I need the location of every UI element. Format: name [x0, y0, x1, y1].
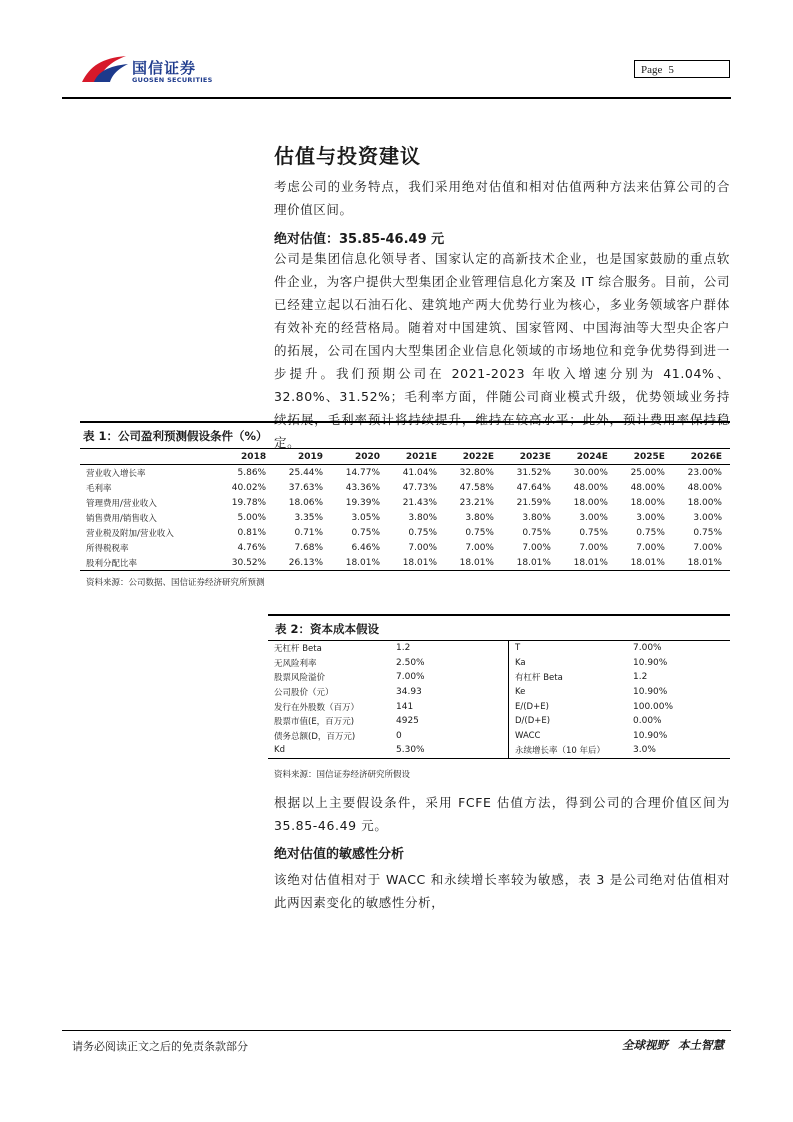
table-cell: 18.01% — [673, 555, 730, 571]
table-cell: 18.01% — [559, 555, 616, 571]
slogan-part: 本土智慧 — [678, 1038, 724, 1052]
param-label: Kd — [268, 743, 390, 758]
table2-source: 资料来源：国信证券经济研究所假设 — [274, 770, 411, 780]
table-cell: 0.71% — [294, 527, 324, 538]
table-row — [268, 656, 730, 671]
table-cell: 21.43% — [402, 497, 438, 508]
param-label: 永续增长率（10 年后） — [509, 743, 628, 758]
table-cell: 3.80% — [465, 512, 494, 523]
param-label: D/(D+E) — [509, 714, 628, 729]
table-cell: 40.02% — [231, 482, 267, 493]
table-row — [268, 670, 730, 685]
table-cell: 19.39% — [345, 497, 381, 508]
table-cell: 0.81% — [237, 527, 267, 538]
header-divider — [62, 97, 731, 99]
footer-disclaimer: 请务必阅读正文之后的免责条款部分 — [72, 1040, 248, 1053]
guosen-logo — [80, 54, 213, 88]
table-cell: 7.00% — [636, 542, 665, 553]
page-label: Page — [641, 64, 663, 76]
slogan-part: 全球视野 — [622, 1038, 668, 1052]
table-header-row — [80, 450, 730, 465]
column-header: 2019 — [274, 450, 331, 465]
table-row — [80, 555, 730, 571]
table-row — [80, 525, 730, 540]
table-cell: 48.00% — [573, 482, 608, 493]
table-row — [268, 729, 730, 744]
table-cell: 7.00% — [408, 542, 438, 553]
table2-top-rule — [268, 614, 730, 616]
column-header: 2021E — [388, 450, 445, 465]
table-cell: 6.46% — [351, 542, 381, 553]
table-cell: 0.75% — [579, 527, 608, 538]
table-cell: 30.00% — [573, 467, 608, 478]
table2-title: 表 2：资本成本假设 — [275, 622, 380, 636]
table-cell: 5.86% — [237, 467, 267, 478]
row-label: 营业税及附加/营业收入 — [86, 528, 174, 539]
param-value: 0 — [396, 730, 402, 741]
param-value: 0.00% — [633, 716, 662, 727]
table-cell: 3.35% — [294, 512, 324, 523]
table1-top-rule — [80, 421, 730, 423]
table-cell: 23.00% — [687, 467, 722, 478]
param-value: 100.00% — [633, 701, 674, 712]
column-header: 2023E — [502, 450, 559, 465]
footer-divider — [62, 1030, 731, 1031]
param-label: 债务总额(D，百万元) — [274, 731, 356, 742]
table-cell: 43.36% — [345, 482, 381, 493]
table-cell: 19.78% — [231, 497, 267, 508]
table-cell: 30.52% — [217, 555, 274, 571]
param-value: 10.90% — [633, 657, 668, 668]
param-label: E/(D+E) — [509, 699, 628, 714]
table-cell: 31.52% — [516, 467, 551, 478]
param-value: 10.90% — [633, 687, 668, 698]
param-value: 4925 — [396, 716, 419, 727]
table-row — [80, 495, 730, 510]
table-cell: 7.68% — [294, 542, 324, 553]
table-cell: 7.00% — [693, 542, 722, 553]
column-header: 2026E — [673, 450, 730, 465]
column-header: 2018 — [217, 450, 274, 465]
table-cell: 37.63% — [288, 482, 324, 493]
absolute-valuation-heading: 绝对估值：35.85-46.49 元 — [274, 232, 445, 247]
table-row — [80, 480, 730, 495]
table-row — [80, 510, 730, 525]
table-row — [80, 465, 730, 481]
table-cell: 0.75% — [465, 527, 494, 538]
param-value: 10.90% — [633, 730, 668, 741]
row-label: 营业收入增长率 — [86, 468, 146, 479]
param-label: 无杠杆 Beta — [274, 644, 322, 655]
table-cell: 25.00% — [630, 467, 665, 478]
param-value: 5.30% — [390, 743, 509, 758]
table-cell: 47.64% — [516, 482, 551, 493]
cost-of-capital-table — [268, 641, 730, 759]
param-value: 7.00% — [396, 672, 425, 683]
table-cell: 5.00% — [237, 512, 267, 523]
table-cell: 3.80% — [408, 512, 438, 523]
table-cell: 18.00% — [573, 497, 608, 508]
param-label: 公司股价（元） — [274, 688, 334, 699]
param-label: Ke — [509, 685, 628, 700]
table1-source: 资料来源：公司数据、国信证券经济研究所预测 — [86, 578, 265, 588]
table-cell: 23.21% — [459, 497, 494, 508]
table-cell: 7.00% — [465, 542, 494, 553]
param-value: 7.00% — [633, 643, 662, 654]
table-corner-cell — [80, 450, 217, 465]
table-cell: 7.00% — [579, 542, 608, 553]
table-cell: 3.05% — [351, 512, 381, 523]
row-label: 毛利率 — [86, 483, 112, 494]
table-cell: 0.75% — [351, 527, 381, 538]
table-cell: 41.04% — [402, 467, 438, 478]
param-value: 1.2 — [633, 672, 648, 683]
param-label: T — [509, 641, 628, 656]
table-cell: 18.00% — [687, 497, 722, 508]
table-cell: 3.00% — [636, 512, 665, 523]
row-label: 管理费用/营业收入 — [86, 498, 157, 509]
param-value: 2.50% — [396, 657, 425, 668]
row-label: 所得税税率 — [86, 543, 129, 554]
absolute-valuation-paragraph: 公司是集团信息化领导者、国家认定的高新技术企业，也是国家鼓励的重点软件企业，为客户提供大型集团企业管理信息化方案及 IT 综合服务。目前，公司已经建立起以石油石化、建筑地产两大优势行业为核心，多业务领域客户群体有效补充的经营格局。随着对中国建筑、国家管网、中国海油等大型央企客户的拓展，公司在国内大型集团企业信息化领域的市场地位和竞争优势得到进一步提升。我们预期公司在 2021-2023 年收入增速分别为 41.04%、32.80%、31.52%；毛利率方面，伴随公司商业模式升级，优势领域业务持续拓展，毛利率预计将持续提升，维持在较高水平；此外，预计费用率保持稳定。 — [274, 251, 730, 450]
logo-chinese-name: 国信证券 — [132, 59, 197, 77]
param-label: WACC — [509, 729, 628, 744]
param-value: 34.93 — [396, 687, 422, 698]
table-cell: 25.44% — [288, 467, 324, 478]
sensitivity-heading: 绝对估值的敏感性分析 — [274, 847, 405, 862]
row-label: 股利分配比率 — [80, 555, 217, 571]
table-cell: 0.75% — [636, 527, 665, 538]
table-cell: 3.00% — [693, 512, 722, 523]
column-header: 2024E — [559, 450, 616, 465]
row-label: 销售费用/销售收入 — [86, 513, 157, 524]
table-cell: 7.00% — [522, 542, 551, 553]
table-row — [268, 699, 730, 714]
page-indicator — [634, 60, 730, 78]
table-cell: 32.80% — [459, 467, 494, 478]
sensitivity-paragraph: 该绝对估值相对于 WACC 和永续增长率较为敏感，表 3 是公司绝对估值相对此两因素变化的敏感性分析， — [274, 872, 730, 910]
table-cell: 18.01% — [445, 555, 502, 571]
table1-title-rule — [80, 448, 730, 449]
guosen-logo-icon — [80, 54, 130, 84]
table-cell: 14.77% — [345, 467, 381, 478]
table-row — [268, 685, 730, 700]
table-row — [268, 714, 730, 729]
table-cell: 18.01% — [616, 555, 673, 571]
table-cell: 0.75% — [522, 527, 551, 538]
table-cell: 18.01% — [502, 555, 559, 571]
param-value: 141 — [396, 701, 414, 712]
table-cell: 26.13% — [274, 555, 331, 571]
table-cell: 48.00% — [687, 482, 722, 493]
column-header: 2025E — [616, 450, 673, 465]
column-header: 2022E — [445, 450, 502, 465]
fcfe-paragraph: 根据以上主要假设条件，采用 FCFE 估值方法，得到公司的合理价值区间为 35.85-46.49 元。 — [274, 795, 730, 833]
table-row — [268, 743, 730, 758]
param-label: Ka — [509, 656, 628, 671]
footer-slogan — [622, 1037, 724, 1053]
param-label: 无风险利率 — [274, 658, 317, 669]
table-cell: 47.58% — [459, 482, 494, 493]
table-cell: 21.59% — [516, 497, 551, 508]
section-title: 估值与投资建议 — [274, 144, 421, 168]
table-cell: 0.75% — [408, 527, 438, 538]
table-cell: 47.73% — [402, 482, 438, 493]
table-cell: 18.00% — [630, 497, 665, 508]
table-cell: 4.76% — [237, 542, 267, 553]
param-value: 3.0% — [627, 743, 730, 758]
column-header: 2020 — [331, 450, 388, 465]
table-row — [80, 540, 730, 555]
param-label: 股票市值(E，百万元) — [274, 717, 355, 728]
profit-forecast-table — [80, 450, 730, 571]
table-cell: 3.00% — [579, 512, 608, 523]
table-row — [268, 641, 730, 656]
table1-title: 表 1：公司盈利预测假设条件（%） — [83, 429, 268, 443]
table-cell: 18.01% — [388, 555, 445, 571]
table-cell: 18.06% — [288, 497, 324, 508]
table-cell: 3.80% — [522, 512, 551, 523]
intro-paragraph: 考虑公司的业务特点，我们采用绝对估值和相对估值两种方法来估算公司的合理价值区间。 — [274, 179, 730, 217]
param-label: 发行在外股数（百万） — [274, 702, 360, 713]
logo-english-name: GUOSEN SECURITIES — [132, 76, 213, 84]
param-label: 股票风险溢价 — [274, 673, 326, 684]
param-value: 1.2 — [396, 643, 411, 654]
table-cell: 0.75% — [693, 527, 722, 538]
param-label: 有杠杆 Beta — [509, 670, 628, 685]
page-number: 5 — [668, 64, 674, 76]
table-cell: 18.01% — [331, 555, 388, 571]
table-cell: 48.00% — [630, 482, 665, 493]
